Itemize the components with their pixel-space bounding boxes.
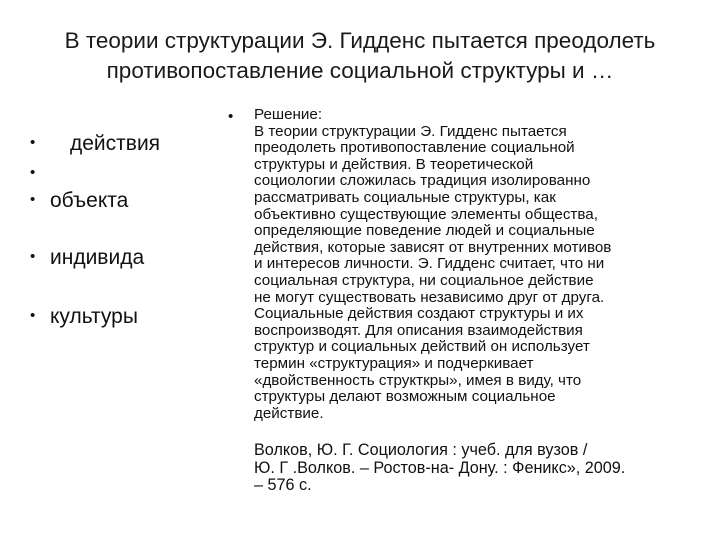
solution-line: Социальные действия создают структуры и их xyxy=(254,305,584,323)
solution-line: определяющие поведение людей и социальные xyxy=(254,222,595,240)
title-line-2: противопоставление социальной структуры и … xyxy=(106,58,614,83)
option-label: индивида xyxy=(50,246,145,269)
title-line-1: В теории структурации Э. Гидденс пытается преодолеть xyxy=(64,28,656,53)
bullet-icon: • xyxy=(228,108,234,125)
option-label: объекта xyxy=(50,189,129,212)
solution-line: «двойственность структкры», имея в виду, что xyxy=(254,371,582,389)
solution-line: рассматривать социальные структуры, как xyxy=(254,188,556,206)
option-item-empty xyxy=(30,160,50,187)
slide-title xyxy=(20,26,700,86)
citation-line: Волков, Ю. Г. Социология : учеб. для вузов / xyxy=(254,441,588,460)
solution-line: В теории структурации Э. Гидденс пытается xyxy=(254,122,567,140)
solution-line: не могут существовать независимо друг от друга. xyxy=(254,288,605,306)
solution-line: и интересов личности. Э. Гидденс считает, что ни xyxy=(254,255,605,273)
bullet-icon: • xyxy=(30,134,36,151)
solution-line: социальная структура, ни социальное действие xyxy=(254,271,594,289)
solution-line: термин «структурация» и подчеркивает xyxy=(254,354,534,372)
solution-line: структур и социальных действий он использует xyxy=(254,338,590,356)
option-label: действия xyxy=(70,132,161,155)
option-item-obekta xyxy=(30,187,128,214)
solution-heading: Решение: xyxy=(254,106,323,123)
citation-line: Ю. Г .Волков. – Ростов-на- Дону. : Феникс», 2009. xyxy=(254,458,626,477)
solution-line: структуры делают возможным социальное xyxy=(254,388,556,406)
bullet-icon: • xyxy=(30,307,36,324)
citation xyxy=(254,442,684,495)
option-label: культуры xyxy=(50,305,138,328)
bullet-icon: • xyxy=(30,248,36,265)
solution-line: структуры и действия. В теоретической xyxy=(254,155,534,173)
solution-line: объективно существующие элементы общества, xyxy=(254,205,598,223)
bullet-icon: • xyxy=(30,164,36,181)
option-item-kultury xyxy=(30,303,138,330)
citation-line: – 576 с. xyxy=(254,476,312,495)
option-item-individa xyxy=(30,244,144,271)
bullet-icon: • xyxy=(30,191,36,208)
solution-line: социологии сложилась традиция изолированно xyxy=(254,172,591,190)
option-item-deystviya xyxy=(30,130,160,157)
solution-line: воспроизводят. Для описания взаимодействия xyxy=(254,321,583,339)
solution-line: действие. xyxy=(254,404,324,422)
solution-line: преодолеть противопоставление социальной xyxy=(254,139,575,157)
solution-text xyxy=(254,107,684,422)
solution-block xyxy=(254,107,684,495)
solution-line: действия, которые зависят от внутренних мотивов xyxy=(254,238,612,256)
